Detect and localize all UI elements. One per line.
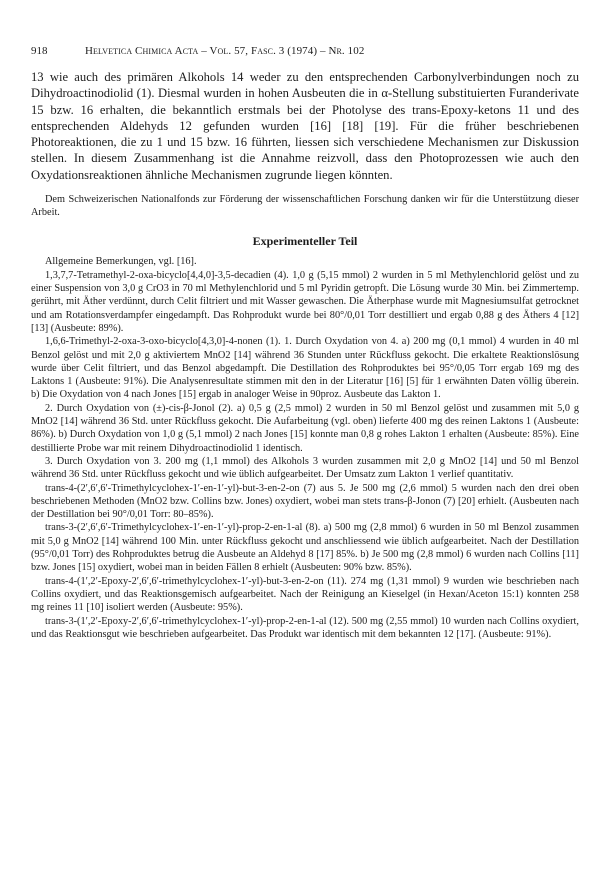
page-number: 918 — [31, 45, 48, 57]
paragraph-compound-4: 1,3,7,7-Tetramethyl-2-oxa-bicyclo[4,4,0]-3,5-decadien (4). 1,0 g (5,15 mmol) 2 wurden in 5 ml Methylenchlorid gelöst und zu einer Suspension von 3,0 g CrO3 in 70 ml Methylenchlorid und 5 ml Pyridin getropft. Die Lösung wurde 30 Min. bei Zimmertemp. gerührt, mit Äther verdünnt, durch Celit filtriert und mit Wasser gewaschen. Die Ätherphase wurde mit Magnesiumsulfat getrocknet und am Rotationsverdampfer eingedampft. Das Rohprodukt wurde bei 80°/0,01 Torr destilliert und ergab 0,88 g des Äthers 4 [12] [13] (Ausbeute: 89%). — [31, 269, 579, 334]
section-title: Experimenteller Teil — [252, 234, 358, 249]
paragraph-compound-12: trans-3-(1′,2′-Epoxy-2′,6′,6′-trimethylcyclohex-1′-yl)-prop-2-en-1-al (12). 500 mg (2,55 mmol) 10 wurden nach Collins oxydiert, und das Reaktionsgut wie beschrieben aufgearbeitet. Das Produkt war identisch mit dem bekannten 12 [17]. (Ausbeute: 91%). — [31, 615, 579, 640]
running-title: Helvetica Chimica Acta – Vol. 57, Fasc. 3 (1974) – Nr. 102 — [85, 45, 365, 57]
paragraph-compound-11: trans-4-(1′,2′-Epoxy-2′,6′,6′-trimethylcyclohex-1′-yl)-but-3-en-2-on (11). 274 mg (1,31 mmol) 9 wurden wie beschrieben nach Collins oxydiert, und das Reaktionsgemisch aufgearbeitet. Nach der Reinigung an Kieselgel (in Hexan/Aceton 15:1) konnten 258 mg reines 11 [10] isoliert werden (Ausbeute: 95%). — [31, 575, 579, 614]
lead-paragraph: 13 wie auch des primären Alkohols 14 weder zu den entsprechenden Carbonylverbindungen noch zu Dihydroactinodiolid (1). Diesmal wurden in hohen Ausbeuten die in α-Stellung substituierten Furanderivate 15 bzw. 16 erhalten, die bekanntlich erstmals bei der Photolyse des trans-Epoxy-ketons 11 und des entsprechenden Aldehyds 12 gefunden wurden [16] [18] [19]. Für die früher beschriebenen Photoreaktionen, die zu 1 und 15 bzw. 16 führten, liessen sich verschiedene Mechanismen zur Diskussion stellen. In diesem Zusammenhang ist die Annahme reizvoll, dass den Photoprozessen wie auch den Oxydationsreaktionen ähnliche Mechanismen zugrunde liegen könnten. — [31, 70, 579, 182]
running-header — [31, 44, 579, 58]
paragraph-compound-8: trans-3-(2′,6′,6′-Trimethylcyclohex-1′-en-1′-yl)-prop-2-en-1-al (8). a) 500 mg (2,8 mmol) 6 wurden in 50 ml Benzol zusammen mit 5,0 g MnO2 [14] während 100 Min. unter Rückfluss gekocht und anschliessend wie üblich aufgearbeitet. Nach der Destillation (95°/0,01 Torr) des Rohproduktes betrug die Ausbeute an Aldehyd 8 [17] 85%. b) Je 500 mg (2,8 mmol) 6 wurden nach Collins [11] bzw. Jones [15] oxydiert, wobei man in beiden Fällen 8 erhielt (Ausbeuten: 90% bzw. 85%). — [31, 522, 579, 574]
paragraph-oxidation-2: 2. Durch Oxydation von (±)-cis-β-Jonol (2). a) 0,5 g (2,5 mmol) 2 wurden in 50 ml Benzol gelöst und zusammen mit 5,0 g MnO2 [14] während 36 Std. unter Rückfluss gekocht. Die Aufarbeitung (vgl. oben) lieferte 400 mg des reinen Laktons 1 (Ausbeute: 86%). b) Durch Oxydation von 1,0 g (5,1 mmol) 2 nach Jones [15] konnte man 0,8 g rohes Lakton 1 erhalten (Ausbeute: 85%). Eine destillierte Probe war mit reinem Dihydroactinodiolid 1 identisch. — [31, 402, 579, 454]
paragraph-compound-7: trans-4-(2′,6′,6′-Trimethylcyclohex-1′-en-1′-yl)-but-3-en-2-on (7) aus 5. Je 500 mg (2,6 mmol) 5 wurden nach den drei oben beschriebenen Methoden (MnO2 bzw. Collins bzw. Jones) oxydiert, wobei man stets trans-β-Jonon (7) [20] erhielt. (Ausbeuten nach der Destillation bei 90°/0,01 Torr: 80–85%). — [31, 482, 579, 521]
paragraph-general-remarks: Allgemeine Bemerkungen, vgl. [16]. — [45, 256, 197, 268]
acknowledgement: Dem Schweizerischen Nationalfonds zur Förderung der wissenschaftlichen Forschung danken wir für die Unterstützung dieser Arbeit. — [31, 194, 579, 219]
journal-page — [31, 44, 579, 641]
paragraph-compound-1: 1,6,6-Trimethyl-2-oxa-3-oxo-bicyclo[4,3,0]-4-nonen (1). 1. Durch Oxydation von 4. a) 200 mg (0,1 mmol) 4 wurden in 40 ml Benzol gelöst und mit 2,0 g aktiviertem MnO2 [14] während 36 Stunden unter Rückfluss gekocht. Die erkaltete Reaktionslösung wurde über Celit filtriert, und das Benzol abgedampft. Die Destillation des Rohproduktes bei 95°/0,05 Torr ergab 169 mg des Laktons 1 (Ausbeute: 91%). Die Analysenresultate stimmen mit den in der Literatur [16] [5] für 1 erwähnten Daten völlig überein. b) Die Oxydation von 4 nach Jones [15] ergab in analoger Weise in 90proz. Ausbeute das Lakton 1. — [31, 336, 579, 401]
paragraph-oxidation-3: 3. Durch Oxydation von 3. 200 mg (1,1 mmol) des Alkohols 3 wurden zusammen mit 2,0 g MnO2 [14] und 50 ml Benzol während 36 Std. unter Rückfluss gekocht und wie üblich aufgearbeitet. Der Umsatz zum Lakton 1 verlief quantitativ. — [31, 455, 579, 481]
